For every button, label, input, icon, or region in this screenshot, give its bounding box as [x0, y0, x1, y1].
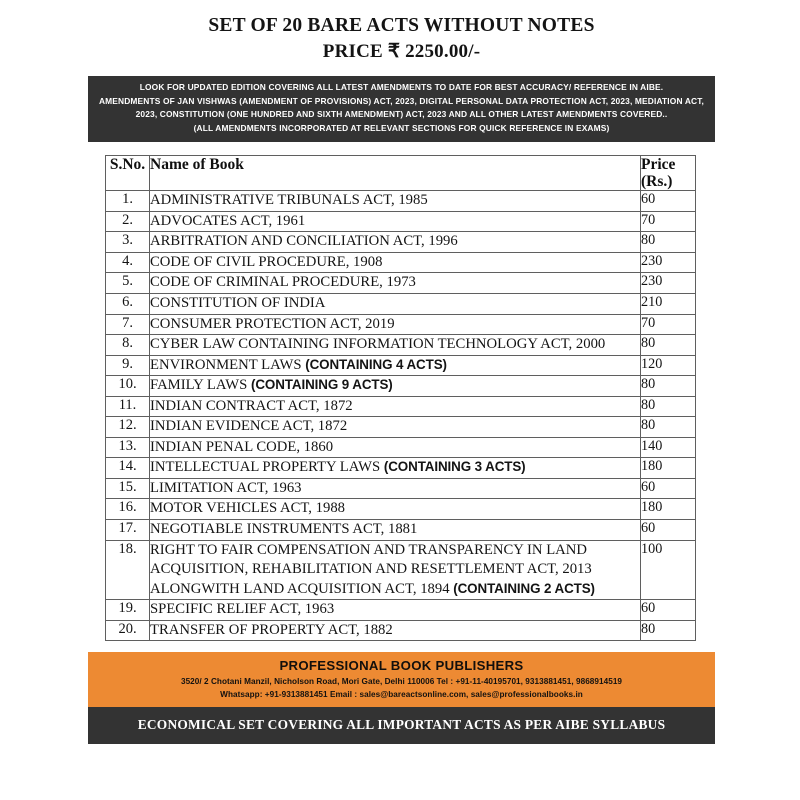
book-name-text: INTELLECTUAL PROPERTY LAWS [150, 459, 384, 476]
cell-price: 60 [641, 519, 696, 540]
column-header-price-line2: (Rs.) [641, 172, 673, 190]
cell-sno: 6. [106, 293, 150, 314]
cell-sno: 14. [106, 458, 150, 479]
cell-sno: 9. [106, 355, 150, 376]
cell-book-name [150, 519, 641, 540]
cell-sno: 4. [106, 252, 150, 273]
publisher-contact: Whatsapp: +91-9313881451 Email : sales@bareactsonline.com, sales@professionalbooks.in [220, 690, 583, 700]
cell-book-name [150, 191, 641, 212]
book-name-text: ADMINISTRATIVE TRIBUNALS ACT, 1985 [150, 192, 428, 209]
cell-book-name [150, 600, 641, 621]
cell-book-name [150, 273, 641, 294]
cell-price: 120 [641, 355, 696, 376]
book-name-text: SPECIFIC RELIEF ACT, 1963 [150, 601, 335, 618]
table-row [106, 600, 696, 621]
cell-book-name [150, 478, 641, 499]
cell-book-name [150, 417, 641, 438]
table-row [106, 191, 696, 212]
cell-book-name [150, 252, 641, 273]
cell-sno: 7. [106, 314, 150, 335]
cell-price: 60 [641, 191, 696, 212]
book-name-text: NEGOTIABLE INSTRUMENTS ACT, 1881 [150, 520, 418, 537]
book-name-text: ENVIRONMENT LAWS [150, 356, 306, 373]
cell-price: 80 [641, 417, 696, 438]
table-row [106, 314, 696, 335]
cell-sno: 16. [106, 499, 150, 520]
cell-sno: 5. [106, 273, 150, 294]
cell-sno: 8. [106, 335, 150, 356]
book-name-text: RIGHT TO FAIR COMPENSATION AND TRANSPARENCY IN LAND ACQUISITION, REHABILITATION AND RESETTLEMENT ACT, 2013 ALONGWITH LAND ACQUISITION ACT, 1894 [150, 541, 592, 597]
table-row [106, 478, 696, 499]
table-row [106, 540, 696, 600]
cell-book-name [150, 376, 641, 397]
book-name-text: TRANSFER OF PROPERTY ACT, 1882 [150, 621, 393, 638]
table-row [106, 273, 696, 294]
cell-price: 230 [641, 273, 696, 294]
book-name-text: FAMILY LAWS [150, 377, 251, 394]
book-name-text: ARBITRATION AND CONCILIATION ACT, 1996 [150, 233, 458, 250]
column-header-name: Name of Book [150, 155, 641, 191]
column-header-price-line1: Price [641, 155, 676, 173]
cell-book-name [150, 211, 641, 232]
cell-price: 210 [641, 293, 696, 314]
notice-line-3: 2023, CONSTITUTION (ONE HUNDRED AND SIXTH AMENDMENT) ACT, 2023 AND ALL OTHER LATEST AMENDMENTS COVERED.. [135, 109, 668, 120]
book-name-text: CODE OF CRIMINAL PROCEDURE, 1973 [150, 274, 416, 291]
book-name-bold-note: (CONTAINING 3 ACTS) [383, 459, 526, 475]
cell-sno: 10. [106, 376, 150, 397]
acts-table-body [106, 191, 696, 641]
cell-price: 180 [641, 458, 696, 479]
book-name-text: CYBER LAW CONTAINING INFORMATION TECHNOLOGY ACT, 2000 [150, 336, 606, 353]
book-name-text: INDIAN PENAL CODE, 1860 [150, 438, 334, 455]
cell-sno: 3. [106, 232, 150, 253]
book-name-text: INDIAN EVIDENCE ACT, 1872 [150, 418, 348, 435]
table-row [106, 519, 696, 540]
cell-price: 60 [641, 478, 696, 499]
book-name-text: CODE OF CIVIL PROCEDURE, 1908 [150, 253, 383, 270]
table-row [106, 620, 696, 641]
publisher-address: 3520/ 2 Chotani Manzil, Nicholson Road, Mori Gate, Delhi 110006 Tel : +91-11-40195701, 9313881451, 9868914519 [180, 677, 623, 687]
book-name-text: MOTOR VEHICLES ACT, 1988 [150, 500, 346, 517]
table-row [106, 396, 696, 417]
book-name-text: ADVOCATES ACT, 1961 [150, 212, 306, 229]
cell-price: 80 [641, 232, 696, 253]
cell-price: 180 [641, 499, 696, 520]
book-name-text: INDIAN CONTRACT ACT, 1872 [150, 397, 353, 414]
price-title: PRICE ₹ 2250.00/- [322, 41, 481, 63]
book-name-bold-note: (CONTAINING 4 ACTS) [305, 356, 447, 372]
notice-line-4: (ALL AMENDMENTS INCORPORATED AT RELEVANT SECTIONS FOR QUICK REFERENCE IN EXAMS) [193, 122, 610, 133]
cell-book-name [150, 540, 641, 600]
table-row [106, 355, 696, 376]
cell-price: 70 [641, 314, 696, 335]
table-row [106, 252, 696, 273]
cell-book-name [150, 458, 641, 479]
cell-book-name [150, 232, 641, 253]
cell-price: 80 [641, 620, 696, 641]
cell-sno: 2. [106, 211, 150, 232]
cell-price: 70 [641, 211, 696, 232]
book-name-bold-note: (CONTAINING 2 ACTS) [453, 580, 595, 596]
book-name-text: LIMITATION ACT, 1963 [150, 479, 302, 496]
cell-sno: 12. [106, 417, 150, 438]
cell-price: 230 [641, 252, 696, 273]
table-header-row [106, 155, 696, 191]
table-row [106, 458, 696, 479]
table-row [106, 417, 696, 438]
cell-sno: 20. [106, 620, 150, 641]
publisher-name: PROFESSIONAL BOOK PUBLISHERS [279, 658, 524, 674]
cell-book-name [150, 293, 641, 314]
column-header-sno: S.No. [106, 155, 150, 191]
table-row [106, 499, 696, 520]
cell-book-name [150, 335, 641, 356]
cell-price: 80 [641, 376, 696, 397]
publisher-footer [88, 652, 715, 707]
cell-book-name [150, 314, 641, 335]
bottom-tagline-strip: ECONOMICAL SET COVERING ALL IMPORTANT ACTS AS PER AIBE SYLLABUS [88, 707, 715, 744]
book-name-bold-note: (CONTAINING 9 ACTS) [250, 377, 393, 393]
table-row [106, 437, 696, 458]
table-row [106, 293, 696, 314]
table-row [106, 376, 696, 397]
table-row [106, 335, 696, 356]
cell-sno: 13. [106, 437, 150, 458]
cell-book-name [150, 355, 641, 376]
cell-book-name [150, 396, 641, 417]
acts-table [105, 155, 696, 642]
cell-sno: 19. [106, 600, 150, 621]
amendment-notice-banner [88, 76, 715, 141]
page-title: SET OF 20 BARE ACTS WITHOUT NOTES [208, 15, 595, 36]
cell-sno: 18. [106, 540, 150, 600]
cell-price: 80 [641, 396, 696, 417]
column-header-price [641, 155, 696, 191]
cell-price: 140 [641, 437, 696, 458]
notice-line-1: LOOK FOR UPDATED EDITION COVERING ALL LATEST AMENDMENTS TO DATE FOR BEST ACCURACY/ REFERENCE IN AIBE. [139, 82, 664, 93]
cell-price: 100 [641, 540, 696, 600]
cell-sno: 1. [106, 191, 150, 212]
cell-price: 80 [641, 335, 696, 356]
table-row [106, 232, 696, 253]
cell-sno: 11. [106, 396, 150, 417]
book-name-text: CONSUMER PROTECTION ACT, 2019 [150, 315, 395, 332]
cell-sno: 15. [106, 478, 150, 499]
cell-book-name [150, 620, 641, 641]
cell-sno: 17. [106, 519, 150, 540]
book-name-text: CONSTITUTION OF INDIA [150, 294, 326, 311]
cell-book-name [150, 437, 641, 458]
cell-price: 60 [641, 600, 696, 621]
book-listing-page [88, 0, 715, 800]
notice-line-2: AMENDMENTS OF JAN VISHWAS (AMENDMENT OF PROVISIONS) ACT, 2023, DIGITAL PERSONAL DATA PROTECTION ACT, 2023, MEDIATION ACT, [98, 95, 705, 106]
cell-book-name [150, 499, 641, 520]
acts-table-wrapper [105, 155, 695, 642]
table-row [106, 211, 696, 232]
title-block [88, 0, 715, 65]
